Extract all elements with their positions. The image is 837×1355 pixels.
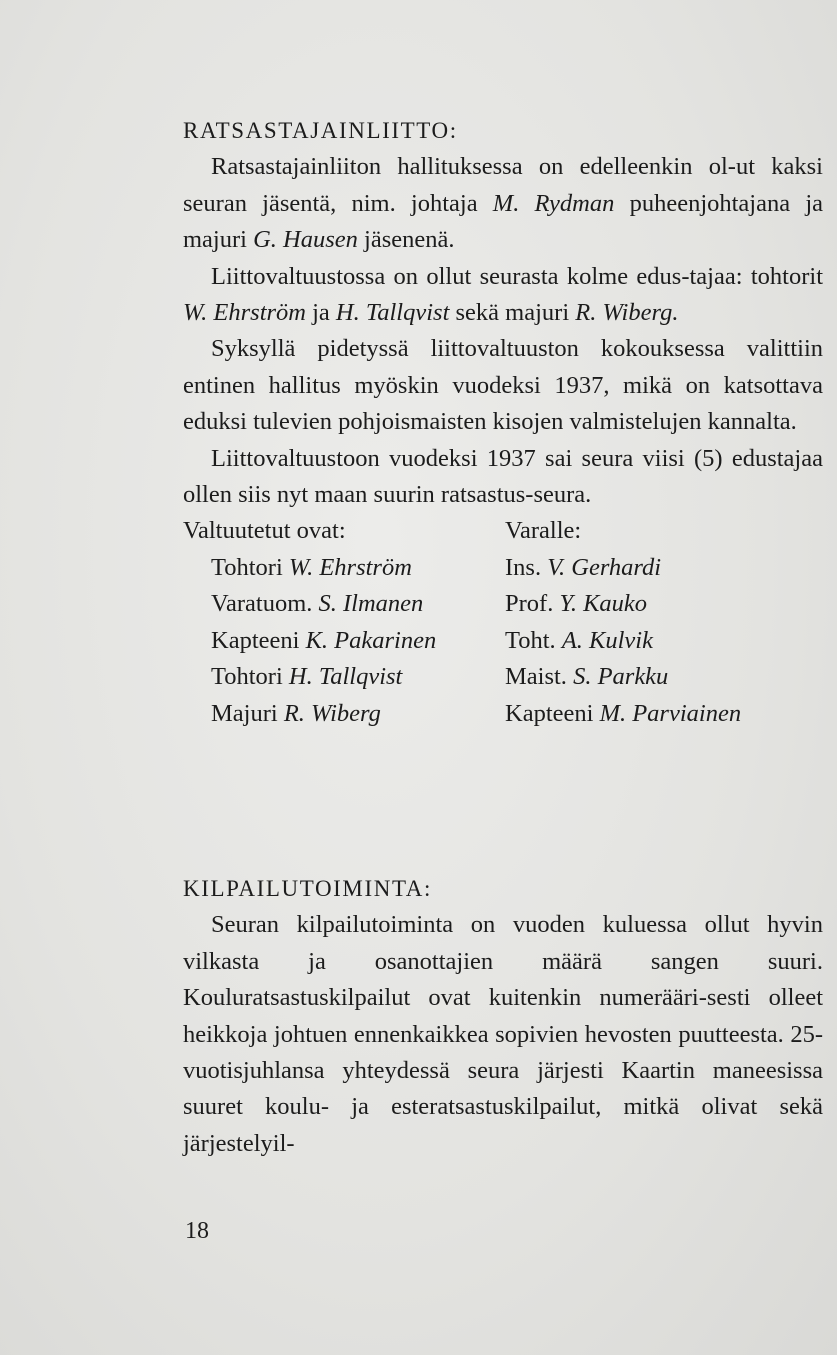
deputy-entry: Maist. S. Parkku (505, 663, 669, 691)
section-heading: KILPAILUTOIMINTA: (183, 876, 432, 901)
person-name: M. Rydman (492, 189, 615, 217)
paragraph: Syksyllä pidetyssä liittovaltuuston kokouksessa valittiin entinen hallitus myöskin vuodeksi 1937, mikä on katsottava eduksi tulevien pohjoismaisten kisojen valmistelujen kannalta. (183, 335, 823, 436)
members-heading: Valtuutetut ovat: (183, 517, 346, 545)
deputy-entry: Prof. Y. Kauko (505, 590, 648, 618)
representatives-table (183, 513, 823, 731)
deputy-entry: Kapteeni M. Parviainen (505, 699, 742, 727)
paragraph: Seuran kilpailutoiminta on vuoden kuluessa ollut hyvin vilkasta ja osanottajien määrä sangen suuri. Kouluratsastuskilpailut ovat kuitenkin numerääri-sesti olleet heikkoja johtuen ennenkaikkea sopivien hevosten puutteesta. 25-vuotisjuhlansa yhteydessä seura järjesti Kaartin maneesissa suuret koulu- ja esteratsastuskilpailut, mitkä olivat sekä järjestelyil- (183, 911, 823, 1157)
section-heading: RATSASTAJAINLIITTO: (183, 118, 458, 143)
section-ratsastajainliitto (183, 113, 823, 732)
deputy-entry: Toht. A. Kulvik (505, 626, 653, 654)
member-entry: Kapteeni K. Pakarinen (211, 626, 437, 654)
deputies-heading: Varalle: (505, 517, 582, 545)
person-name: H. Tallqvist (335, 299, 450, 327)
paragraph: Liittovaltuustoon vuodeksi 1937 sai seura viisi (5) edustajaa ollen siis nyt maan suurin ratsastus-seura. (183, 444, 823, 509)
person-name: R. Wiberg. (575, 299, 679, 327)
person-name: G. Hausen (253, 226, 358, 254)
deputy-entry: Ins. V. Gerhardi (505, 553, 662, 581)
member-entry: Tohtori W. Ehrström (211, 553, 412, 581)
member-entry: Majuri R. Wiberg (211, 699, 381, 727)
paragraph: Liittovaltuustossa on ollut seurasta kolme edus-tajaa: tohtorit W. Ehrström ja H. Tallqvist sekä majuri R. Wiberg. (183, 262, 823, 327)
page-number: 18 (185, 1218, 209, 1244)
member-entry: Varatuom. S. Ilmanen (211, 590, 424, 618)
person-name: W. Ehrström (183, 299, 306, 327)
section-kilpailutoiminta (183, 871, 823, 1162)
member-entry: Tohtori H. Tallqvist (211, 663, 403, 691)
paragraph: Ratsastajainliiton hallituksessa on edelleenkin ol-ut kaksi seuran jäsentä, nim. johtaja M. Rydman puheenjohtajana ja majuri G. Hausen jäsenenä. (183, 153, 823, 254)
